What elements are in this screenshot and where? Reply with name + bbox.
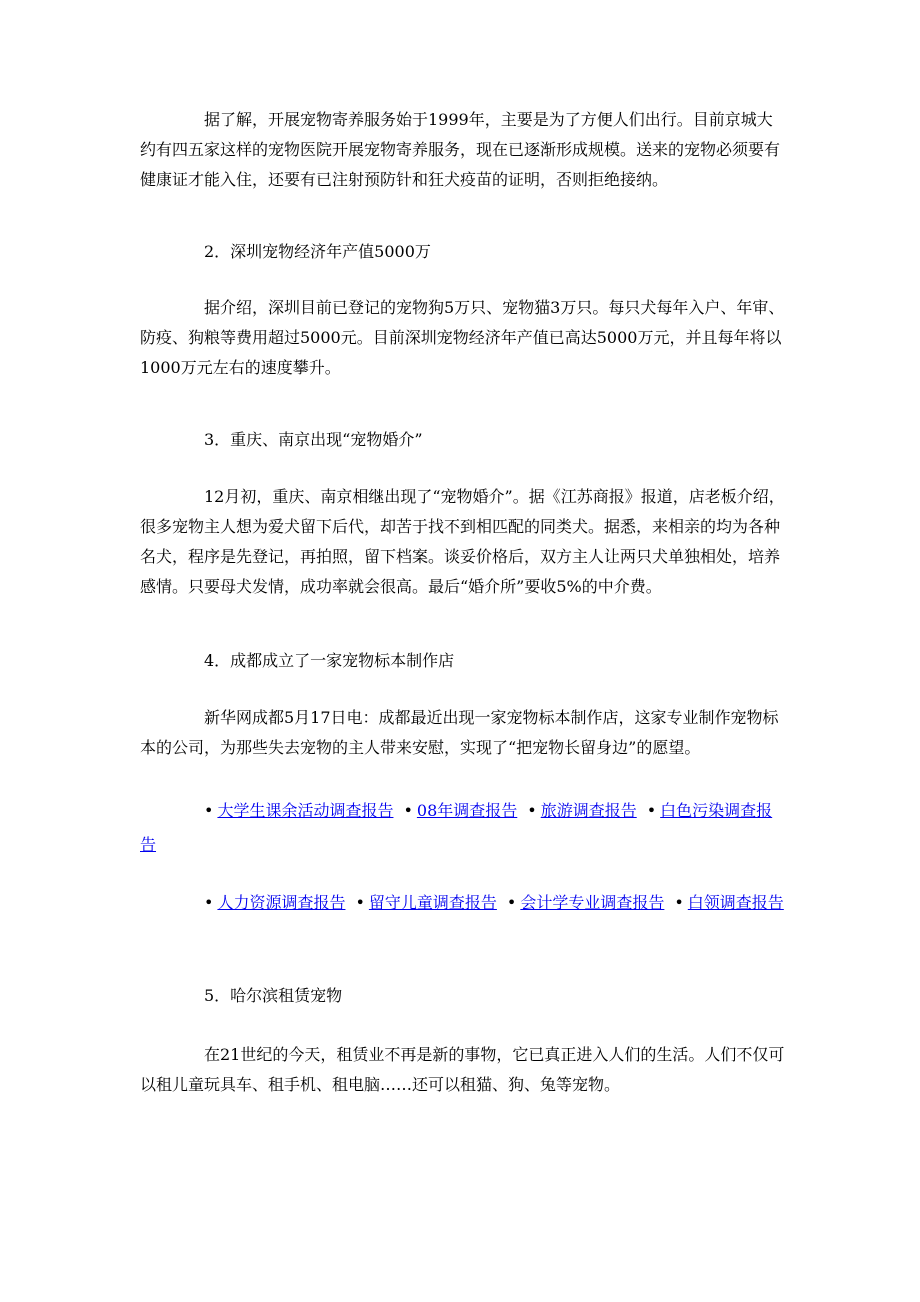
paragraph-shenzhen: 据介绍，深圳目前已登记的宠物狗5万只、宠物猫3万只。每只犬每年入户、年审、防疫、狗粮等费用超过5000元。目前深圳宠物经济年产值已高达5000万元，并且每年将以1000万元左右的速度攀升。 xyxy=(140,298,785,377)
related-links-row-2 xyxy=(140,886,785,920)
link-report[interactable]: 08年调查报告 xyxy=(416,801,518,820)
link-report[interactable]: 大学生课余活动调查报告 xyxy=(217,801,394,820)
bullet-mark: • xyxy=(204,893,214,912)
bullet-mark: • xyxy=(646,801,657,820)
bullet-mark: • xyxy=(527,801,537,820)
bullet-mark: • xyxy=(506,893,517,912)
link-report[interactable]: 白色污染调查报告 xyxy=(140,801,773,854)
heading-harbin: 5．哈尔滨租赁宠物 xyxy=(204,986,343,1005)
related-links-row-1 xyxy=(140,794,785,862)
heading-pet-matchmaking: 3．重庆、南京出现“宠物婚介” xyxy=(204,430,423,449)
link-report[interactable]: 旅游调查报告 xyxy=(540,801,637,820)
bullet-mark: • xyxy=(204,801,214,820)
link-report[interactable]: 会计学专业调查报告 xyxy=(520,893,665,912)
paragraph-chengdu: 新华网成都5月17日电：成都最近出现一家宠物标本制作店，这家专业制作宠物标本的公司，为那些失去宠物的主人带来安慰，实现了“把宠物长留身边”的愿望。 xyxy=(140,708,779,757)
link-report[interactable]: 留守儿童调查报告 xyxy=(368,893,497,912)
paragraph-harbin: 在21世纪的今天，租赁业不再是新的事物，它已真正进入人们的生活。人们不仅可以租儿童玩具车、租手机、租电脑……还可以租猫、狗、兔等宠物。 xyxy=(140,1045,785,1094)
heading-shenzhen: 2．深圳宠物经济年产值5000万 xyxy=(204,242,431,261)
bullet-mark: • xyxy=(355,893,365,912)
paragraph-pet-boarding: 据了解，开展宠物寄养服务始于1999年，主要是为了方便人们出行。目前京城大约有四五家这样的宠物医院开展宠物寄养服务，现在已逐渐形成规模。送来的宠物必须要有健康证才能入住，还要有已注射预防针和狂犬疫苗的证明，否则拒绝接纳。 xyxy=(140,110,781,189)
bullet-mark: • xyxy=(403,801,413,820)
bullet-mark: • xyxy=(674,893,684,912)
link-report[interactable]: 人力资源调查报告 xyxy=(217,893,346,912)
heading-chengdu: 4．成都成立了一家宠物标本制作店 xyxy=(204,651,455,670)
paragraph-pet-matchmaking: 12月初，重庆、南京相继出现了“宠物婚介”。据《江苏商报》报道，店老板介绍，很多宠物主人想为爱犬留下后代，却苦于找不到相匹配的同类犬。据悉，来相亲的均为各种名犬，程序是先登记，再拍照，留下档案。谈妥价格后，双方主人让两只犬单独相处，培养感情。只要母犬发情，成功率就会很高。最后“婚介所”要收5%的中介费。 xyxy=(140,487,785,596)
link-report[interactable]: 白领调查报告 xyxy=(687,893,784,912)
